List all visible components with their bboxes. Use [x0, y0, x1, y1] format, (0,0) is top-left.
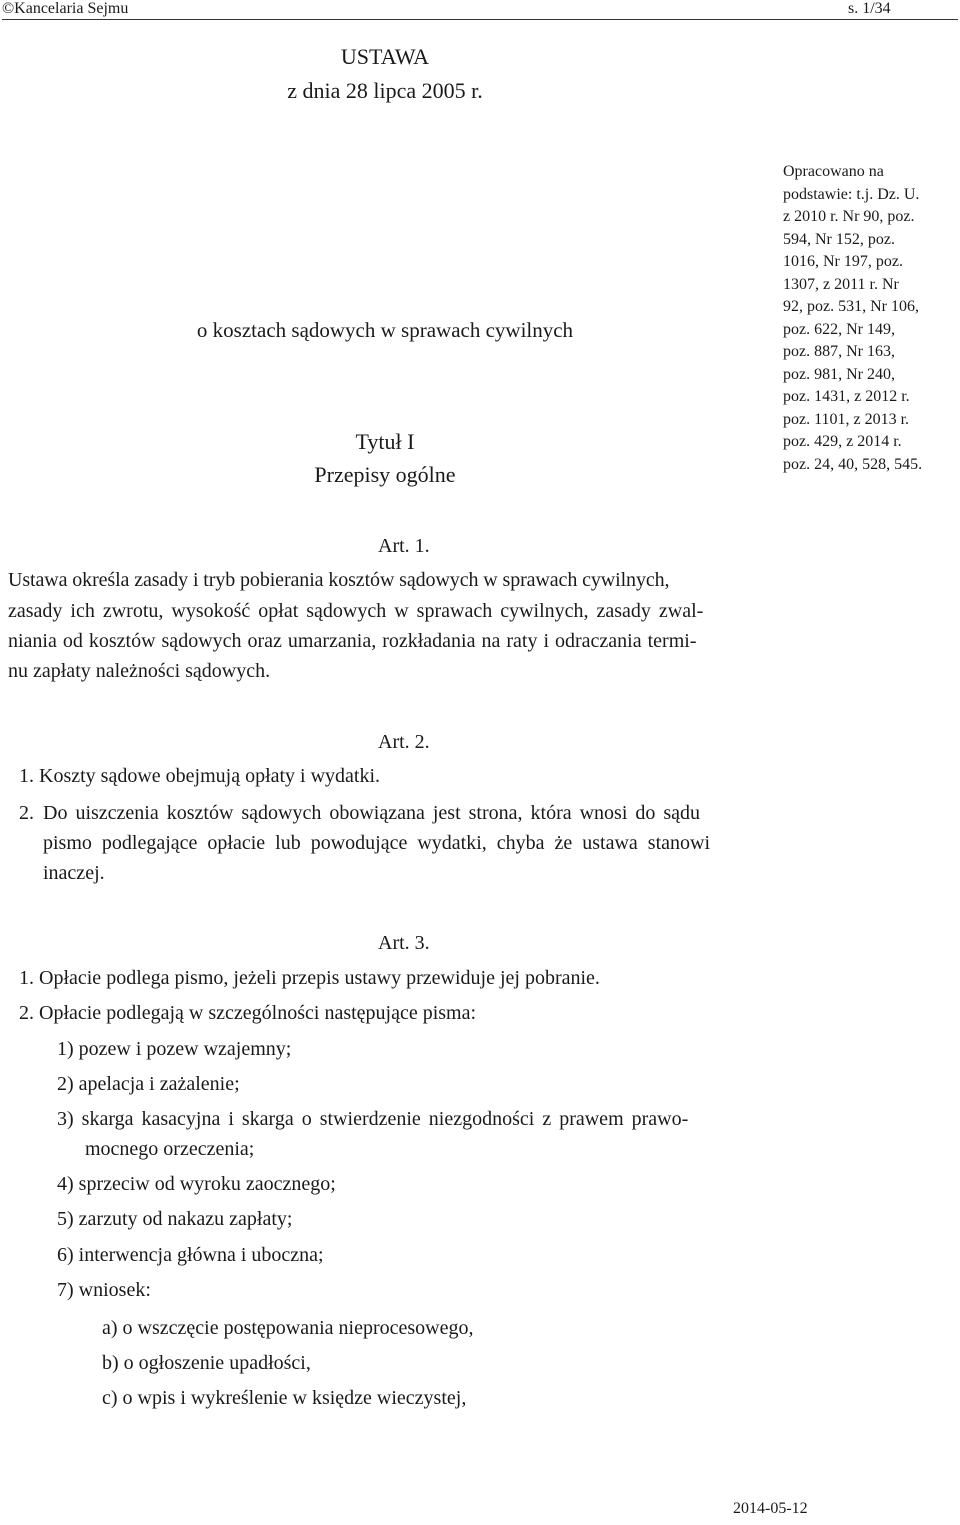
- art1-line: zasady ich zwrotu, wysokość opłat sądowych w sprawach cywilnych, zasady zwal-: [8, 600, 704, 622]
- art3-subitem: c) o wpis i wykreślenie w księdze wieczystej,: [102, 1387, 467, 1409]
- source-note-line: poz. 981, Nr 240,: [783, 365, 895, 383]
- source-note-line: poz. 24, 40, 528, 545.: [783, 455, 923, 473]
- source-note-line: z 2010 r. Nr 90, poz.: [783, 208, 915, 225]
- source-note-line: Opracowano na: [783, 163, 884, 180]
- art1-line: niania od kosztów sądowych oraz umarzania, rozkładania na raty i odraczania termi-: [8, 630, 697, 652]
- source-note-line: 1307, z 2011 r. Nr: [783, 275, 899, 293]
- art3-heading: Art. 3.: [378, 932, 430, 954]
- art3-subitem: a) o wszczęcie postępowania nieprocesowego,: [102, 1317, 474, 1339]
- page-number: s. 1/34: [848, 0, 891, 17]
- act-kind: USTAWA: [340, 44, 430, 69]
- art3-subitem: b) o ogłoszenie upadłości,: [102, 1352, 311, 1374]
- art2-point-1: 1. Koszty sądowe obejmują opłaty i wydatki.: [19, 765, 381, 787]
- source-note-line: poz. 887, Nr 163,: [783, 343, 895, 360]
- art3-item: 3) skarga kasacyjna i skarga o stwierdzenie niezgodności z prawem prawo-: [57, 1108, 689, 1130]
- part-title: Tytuł I: [355, 429, 415, 454]
- art1-line: Ustawa określa zasady i tryb pobierania kosztów sądowych w sprawach cywilnych,: [8, 569, 670, 591]
- source-note-line: 1016, Nr 197, poz.: [783, 253, 903, 270]
- art2-heading: Art. 2.: [378, 731, 430, 753]
- art3-point-2: 2. Opłacie podlegają w szczególności następujące pisma:: [19, 1002, 477, 1024]
- act-subject: o kosztach sądowych w sprawach cywilnych: [196, 318, 574, 342]
- source-note-line: poz. 1101, z 2013 r.: [783, 410, 910, 428]
- source-note-line: podstawie: t.j. Dz. U.: [783, 185, 920, 203]
- source-note-line: 594, Nr 152, poz.: [783, 230, 895, 248]
- footer-date: 2014-05-12: [733, 1500, 808, 1517]
- art2-point-2-line: pismo podlegające opłacie lub powodujące wydatki, chyba że ustawa stanowi: [43, 832, 711, 854]
- header-divider: [2, 19, 958, 20]
- art3-point-1: 1. Opłacie podlega pismo, jeżeli przepis ustawy przewiduje jej pobranie.: [19, 967, 600, 989]
- source-note-line: poz. 622, Nr 149,: [783, 320, 895, 338]
- act-date: z dnia 28 lipca 2005 r.: [287, 78, 483, 103]
- art1-heading: Art. 1.: [378, 535, 430, 557]
- art3-item: 6) interwencja główna i uboczna;: [57, 1244, 324, 1266]
- art3-item: 2) apelacja i zażalenie;: [57, 1073, 240, 1095]
- art2-point-2-line: Do uiszczenia kosztów sądowych obowiązana jest strona, która wnosi do sądu: [43, 802, 701, 824]
- source-note-line: poz. 429, z 2014 r.: [783, 433, 902, 450]
- art3-item: 1) pozew i pozew wzajemny;: [57, 1038, 292, 1060]
- art3-item: 5) zarzuty od nakazu zapłaty;: [57, 1208, 293, 1230]
- art3-item: 7) wniosek:: [57, 1279, 151, 1301]
- art2-point-2-line: inaczej.: [43, 862, 105, 884]
- art1-line: nu zapłaty należności sądowych.: [8, 660, 271, 682]
- source-note: [783, 161, 960, 476]
- source-note-line: poz. 1431, z 2012 r.: [783, 388, 910, 405]
- source-note-line: 92, poz. 531, Nr 106,: [783, 298, 919, 315]
- art3-item: 4) sprzeciw od wyroku zaocznego;: [57, 1173, 336, 1195]
- art2-point-2-number: 2.: [19, 802, 34, 824]
- header-source: ©Kancelaria Sejmu: [2, 0, 129, 17]
- part-name: Przepisy ogólne: [314, 462, 456, 487]
- art3-item-continuation: mocnego orzeczenia;: [85, 1138, 255, 1160]
